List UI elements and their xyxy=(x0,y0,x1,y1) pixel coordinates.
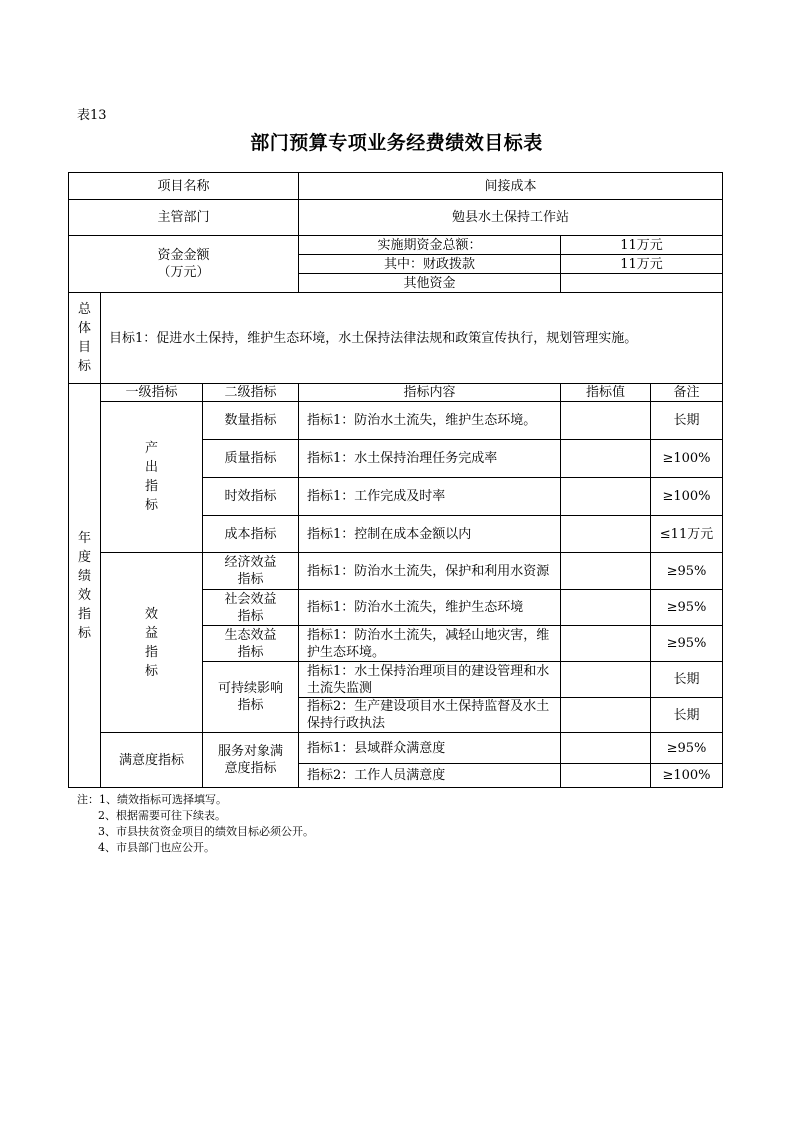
row-value xyxy=(560,439,651,478)
footnotes xyxy=(77,792,314,856)
row-value xyxy=(560,401,651,440)
overall-goal-text: 目标1：促进水土保持，维护生态环境，水土保持法律法规和政策宣传执行，规划管理实施。 xyxy=(100,292,723,384)
row-value xyxy=(560,661,651,698)
footnote: 注：1、绩效指标可选择填写。 xyxy=(77,793,227,806)
row-note: ≥95% xyxy=(650,732,723,764)
level2-timeliness: 时效指标 xyxy=(202,477,299,516)
fund-other-value xyxy=(560,273,723,293)
row-content: 指标1：县域群众满意度 xyxy=(298,732,561,764)
row-note: ≥100% xyxy=(650,763,723,788)
row-note: 长期 xyxy=(650,401,723,440)
row-note: 长期 xyxy=(650,661,723,698)
row-value xyxy=(560,515,651,553)
footnote: 4、市县部门也应公开。 xyxy=(98,841,215,854)
row-content: 指标2：工作人员满意度 xyxy=(298,763,561,788)
group-output xyxy=(100,401,203,553)
group-satisfaction: 满意度指标 xyxy=(100,732,203,788)
row-content: 指标1：防治水土流失，保护和利用水资源 xyxy=(298,552,561,590)
row-value xyxy=(560,763,651,788)
row-content: 指标1：水土保持治理项目的建设管理和水土流失监测 xyxy=(298,661,561,698)
dept-value: 勉县水土保持工作站 xyxy=(298,199,723,236)
row-content: 指标1：防治水土流失，减轻山地灾害，维护生态环境。 xyxy=(298,625,561,662)
level2-quantity: 数量指标 xyxy=(202,401,299,440)
group-benefit-char: 效 xyxy=(144,606,158,622)
level2-service: 服务对象满意度指标 xyxy=(202,732,299,788)
table-number: 表13 xyxy=(77,108,107,123)
col-header-level2: 二级指标 xyxy=(202,383,299,402)
row-note: ≥95% xyxy=(650,589,723,626)
row-content: 指标1：工作完成及时率 xyxy=(298,477,561,516)
fund-label-line1: 资金金额 xyxy=(157,248,210,263)
overall-label-char: 目 xyxy=(77,340,91,355)
level2-economic: 经济效益指标 xyxy=(202,552,299,590)
group-benefit-char: 标 xyxy=(144,663,158,679)
project-name-label: 项目名称 xyxy=(68,172,299,200)
row-note: ≥100% xyxy=(650,477,723,516)
row-content: 指标1：控制在成本金额以内 xyxy=(298,515,561,553)
row-note: ≥100% xyxy=(650,439,723,478)
annual-indicators-label xyxy=(68,383,101,788)
level2-ecological: 生态效益指标 xyxy=(202,625,299,662)
col-header-note: 备注 xyxy=(650,383,723,402)
annual-label-char: 标 xyxy=(77,625,91,641)
group-benefit-char: 指 xyxy=(144,644,158,660)
fund-total-value: 11万元 xyxy=(560,235,723,255)
overall-goal-label xyxy=(68,292,101,384)
group-benefit-char: 益 xyxy=(144,625,158,641)
project-name-value: 间接成本 xyxy=(298,172,723,200)
overall-label-char: 体 xyxy=(77,321,91,336)
row-content: 指标1：水土保持治理任务完成率 xyxy=(298,439,561,478)
row-note: ≥95% xyxy=(650,625,723,662)
row-content: 指标1：防治水土流失，维护生态环境 xyxy=(298,589,561,626)
annual-label-char: 效 xyxy=(77,587,91,603)
fund-label xyxy=(68,235,299,293)
page-title: 部门预算专项业务经费绩效目标表 xyxy=(250,132,543,154)
row-note: ≥95% xyxy=(650,552,723,590)
col-header-level1: 一级指标 xyxy=(100,383,203,402)
group-benefit xyxy=(100,552,203,733)
fund-other-label: 其他资金 xyxy=(298,273,561,293)
annual-label-char: 指 xyxy=(77,606,91,622)
overall-label-char: 总 xyxy=(77,302,91,317)
fund-total-label: 实施期资金总额： xyxy=(298,235,561,255)
row-content: 指标1：防治水土流失，维护生态环境。 xyxy=(298,401,561,440)
row-note: ≤11万元 xyxy=(650,515,723,553)
row-value xyxy=(560,625,651,662)
dept-label: 主管部门 xyxy=(68,199,299,236)
footnote: 2、根据需要可往下续表。 xyxy=(98,809,226,822)
row-value xyxy=(560,477,651,516)
annual-label-char: 年 xyxy=(77,530,91,546)
col-header-value: 指标值 xyxy=(560,383,651,402)
footnote: 3、市县扶贫资金项目的绩效目标必须公开。 xyxy=(98,825,314,838)
fund-label-line2: （万元） xyxy=(157,265,210,280)
group-output-char: 标 xyxy=(144,498,158,513)
level2-quality: 质量指标 xyxy=(202,439,299,478)
row-value xyxy=(560,732,651,764)
annual-label-char: 度 xyxy=(77,549,91,565)
group-output-char: 产 xyxy=(144,441,158,456)
group-output-char: 指 xyxy=(144,479,158,494)
row-value xyxy=(560,552,651,590)
level2-sustainable: 可持续影响指标 xyxy=(202,661,299,733)
fund-fiscal-label: 其中：财政拨款 xyxy=(298,254,561,274)
row-note: 长期 xyxy=(650,697,723,733)
fund-fiscal-value: 11万元 xyxy=(560,254,723,274)
level2-social: 社会效益指标 xyxy=(202,589,299,626)
group-output-char: 出 xyxy=(144,460,158,475)
overall-label-char: 标 xyxy=(77,359,91,374)
col-header-content: 指标内容 xyxy=(298,383,561,402)
row-value xyxy=(560,697,651,733)
level2-cost: 成本指标 xyxy=(202,515,299,553)
row-content: 指标2：生产建设项目水土保持监督及水土保持行政执法 xyxy=(298,697,561,733)
row-value xyxy=(560,589,651,626)
annual-label-char: 绩 xyxy=(77,568,91,584)
